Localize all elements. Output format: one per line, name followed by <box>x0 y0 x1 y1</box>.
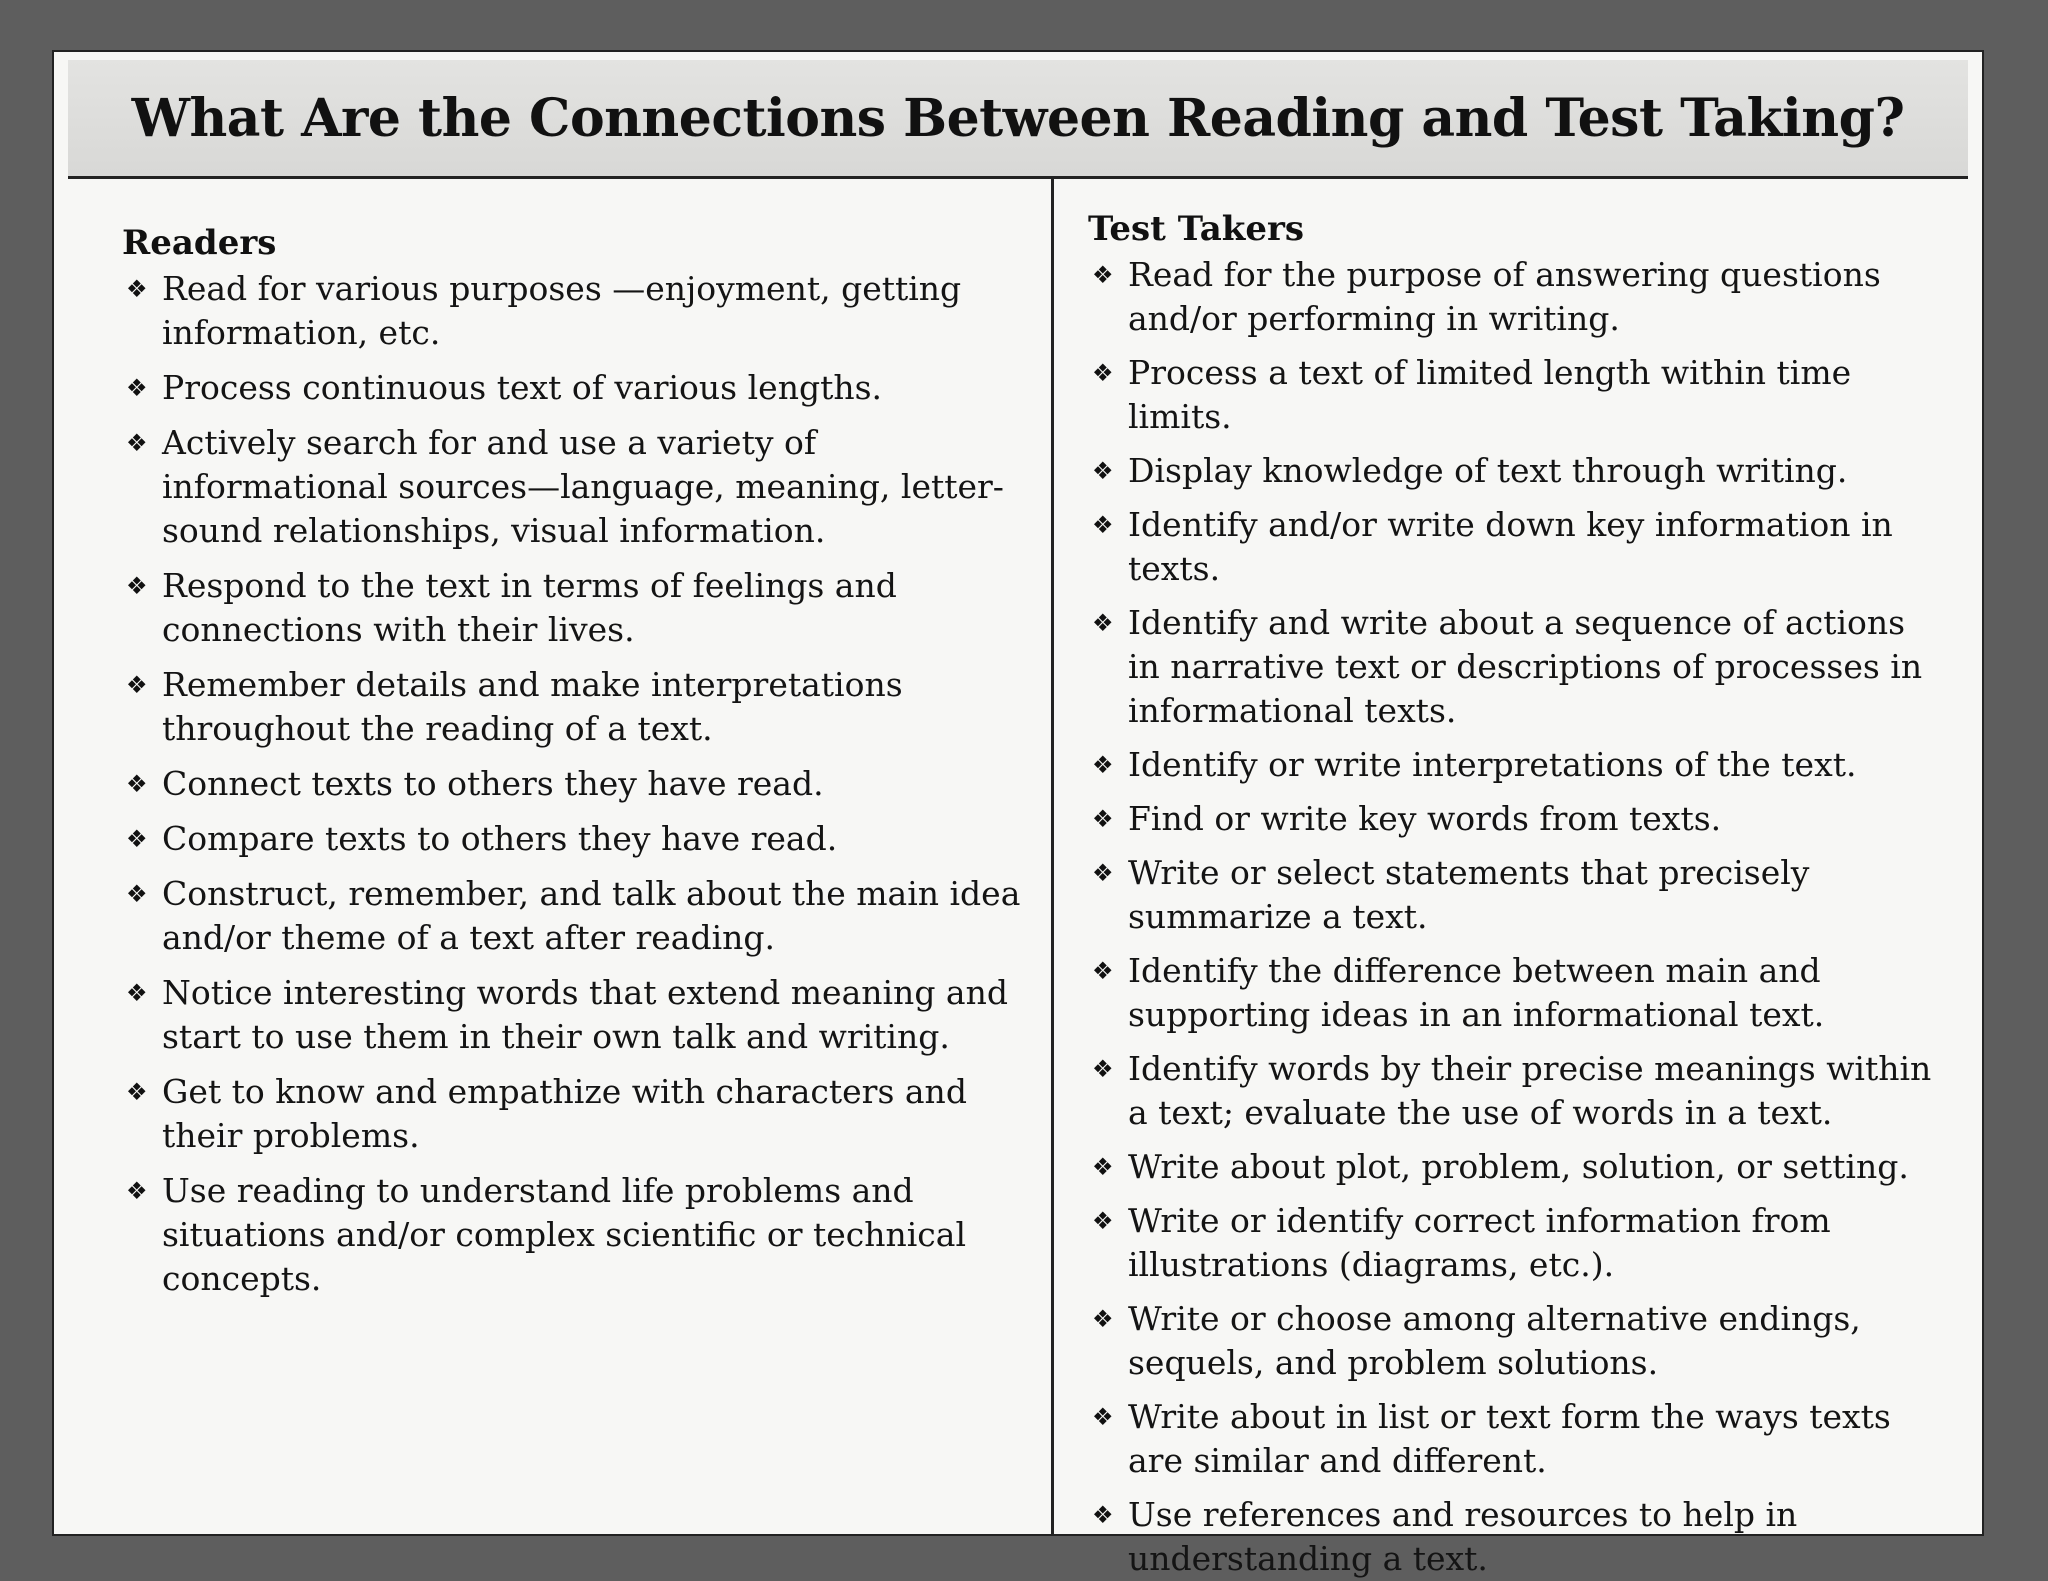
list-item-text: Identify words by their precise meanings within a text; evaluate the use of words in a text. <box>1128 1049 1932 1132</box>
list-item-text: Construct, remember, and talk about the main idea and/or theme of a text after reading. <box>162 874 1021 957</box>
bullet-icon: ❖ <box>1092 457 1114 485</box>
test-takers-heading: Test Takers <box>1088 209 1305 249</box>
list-item-text: Write about in list or text form the ways texts are similar and different. <box>1128 1397 1891 1480</box>
list-item <box>1088 1395 1938 1483</box>
list-item-text: Connect texts to others they have read. <box>162 764 824 803</box>
bullet-icon: ❖ <box>1092 1055 1114 1083</box>
readers-column <box>68 179 1054 1534</box>
bullet-icon: ❖ <box>1092 609 1114 637</box>
list-item <box>1088 601 1938 733</box>
list-item <box>122 366 1021 410</box>
bullet-icon: ❖ <box>126 825 148 853</box>
list-item-text: Find or write key words from texts. <box>1128 799 1722 838</box>
list-item-text: Remember details and make interpretations throughout the reading of a text. <box>162 665 903 748</box>
list-item <box>1088 253 1938 341</box>
list-item-text: Write or select statements that precisely summarize a text. <box>1128 853 1810 936</box>
bullet-icon: ❖ <box>126 429 148 457</box>
list-item <box>122 1169 1021 1301</box>
bullet-icon: ❖ <box>1092 1207 1114 1235</box>
readers-list <box>122 267 1021 1301</box>
list-item-text: Write about plot, problem, solution, or setting. <box>1128 1147 1909 1186</box>
list-item <box>1088 797 1938 841</box>
list-item-text: Identify or write interpretations of the text. <box>1128 745 1857 784</box>
list-item <box>1088 743 1938 787</box>
list-item <box>122 817 1021 861</box>
list-item <box>1088 351 1938 439</box>
bullet-icon: ❖ <box>1092 1305 1114 1333</box>
bullet-icon: ❖ <box>126 1078 148 1106</box>
bullet-icon: ❖ <box>1092 957 1114 985</box>
list-item-text: Read for the purpose of answering questions and/or performing in writing. <box>1128 255 1881 338</box>
bullet-icon: ❖ <box>1092 261 1114 289</box>
list-item <box>1088 1493 1938 1581</box>
list-item-text: Use reading to understand life problems and situations and/or complex scientific or technical concepts. <box>162 1171 967 1298</box>
list-item <box>122 663 1021 751</box>
list-item <box>122 267 1021 355</box>
bullet-icon: ❖ <box>1092 1501 1114 1529</box>
test-takers-column <box>1054 179 1968 1578</box>
list-item-text: Identify the difference between main and supporting ideas in an informational text. <box>1128 951 1825 1034</box>
test-takers-list <box>1088 253 1938 1581</box>
bullet-icon: ❖ <box>1092 1153 1114 1181</box>
list-item <box>122 564 1021 652</box>
bullet-icon: ❖ <box>1092 359 1114 387</box>
list-item-text: Process a text of limited length within time limits. <box>1128 353 1852 436</box>
list-item <box>1088 449 1938 493</box>
list-item-text: Notice interesting words that extend meaning and start to use them in their own talk and writing. <box>162 973 1008 1056</box>
bullet-icon: ❖ <box>126 770 148 798</box>
list-item-text: Write or identify correct information from illustrations (diagrams, etc.). <box>1128 1201 1831 1284</box>
list-item <box>1088 949 1938 1037</box>
list-item <box>122 971 1021 1059</box>
list-item-text: Identify and/or write down key information in texts. <box>1128 505 1893 588</box>
bullet-icon: ❖ <box>126 275 148 303</box>
document-page <box>52 50 1984 1578</box>
list-item <box>1088 851 1938 939</box>
list-item-text: Respond to the text in terms of feelings and connections with their lives. <box>162 566 897 649</box>
list-item-text: Write or choose among alternative endings, sequels, and problem solutions. <box>1128 1299 1861 1382</box>
list-item <box>1088 1145 1938 1189</box>
list-item <box>1088 503 1938 591</box>
bullet-icon: ❖ <box>1092 751 1114 779</box>
list-item <box>1088 1297 1938 1385</box>
bullet-icon: ❖ <box>126 880 148 908</box>
comparison-columns <box>68 179 1968 1578</box>
list-item-text: Read for various purposes —enjoyment, getting information, etc. <box>162 269 962 352</box>
list-item <box>1088 1047 1938 1135</box>
bullet-icon: ❖ <box>1092 511 1114 539</box>
bullet-icon: ❖ <box>1092 859 1114 887</box>
bullet-icon: ❖ <box>126 979 148 1007</box>
list-item-text: Identify and write about a sequence of actions in narrative text or descriptions of processes in informational texts. <box>1128 603 1923 730</box>
bullet-icon: ❖ <box>1092 805 1114 833</box>
bullet-icon: ❖ <box>1092 1403 1114 1431</box>
list-item-text: Display knowledge of text through writing. <box>1128 451 1848 490</box>
page-title: What Are the Connections Between Reading and Test Taking? <box>131 87 1905 149</box>
bullet-icon: ❖ <box>126 572 148 600</box>
list-item <box>122 421 1021 553</box>
readers-heading: Readers <box>122 223 277 263</box>
list-item <box>122 1070 1021 1158</box>
list-item <box>122 762 1021 806</box>
list-item-text: Actively search for and use a variety of informational sources—language, meaning, letter-sound relationships, visual information. <box>162 423 1004 550</box>
bullet-icon: ❖ <box>126 374 148 402</box>
title-banner <box>68 60 1968 179</box>
list-item-text: Process continuous text of various lengths. <box>162 368 883 407</box>
list-item-text: Use references and resources to help in understanding a text. <box>1128 1495 1798 1578</box>
list-item-text: Get to know and empathize with characters and their problems. <box>162 1072 967 1155</box>
list-item-text: Compare texts to others they have read. <box>162 819 838 858</box>
bullet-icon: ❖ <box>126 671 148 699</box>
list-item <box>122 872 1021 960</box>
bullet-icon: ❖ <box>126 1177 148 1205</box>
list-item <box>1088 1199 1938 1287</box>
